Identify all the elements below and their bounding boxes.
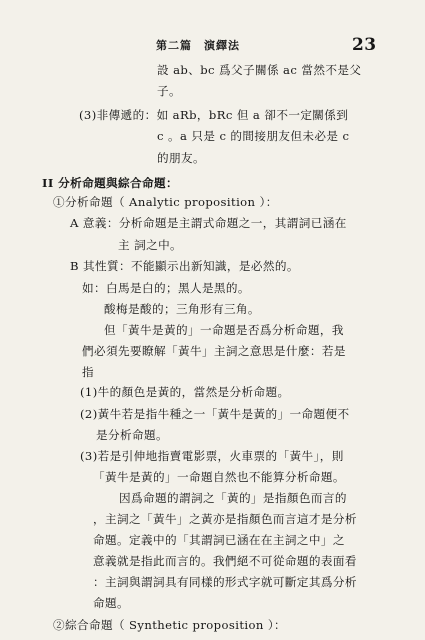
text-line: ，主詞之「黃牛」之黃亦是指顏色而言這才是分析	[93, 512, 357, 526]
section-heading: II 分析命題與綜合命題：	[42, 176, 179, 190]
text-line: (3)非傳遞的：如 aRb，bRc 但 a 卻不一定關係到	[79, 108, 349, 122]
text-line: 但「黃牛是黃的」一命題是否爲分析命題，我	[104, 323, 344, 337]
text-line: 如：白馬是白的；黑人是黑的。	[82, 281, 250, 295]
running-header-title: 第二篇 演繹法	[156, 39, 240, 52]
text-line: 的朋友。	[157, 151, 205, 165]
text-line: ：主詞與謂詞具有同樣的形式字就可斷定其爲分析	[93, 575, 357, 589]
text-line: A 意義：分析命題是主謂式命題之一，其謂詞已涵在	[70, 216, 347, 230]
text-line: 因爲命題的謂詞之「黃的」是指顏色而言的	[119, 491, 347, 505]
text-line: 是分析命題。	[96, 428, 168, 442]
text-line: 指	[82, 365, 94, 379]
text-line: (3)若是引伸地指賣電影票，火車票的「黃牛」，則	[80, 449, 344, 463]
text-line: (2)黃牛若是指牛種之一「黃牛是黃的」一命題便不	[80, 407, 350, 421]
text-line: (1)牛的顏色是黃的，當然是分析命題。	[80, 385, 290, 399]
text-line: 主 詞之中。	[118, 238, 183, 252]
subsection-heading: ①分析命題（ Analytic proposition ）：	[53, 195, 278, 209]
text-line: 們必須先要瞭解「黃牛」主詞之意思是什麼：若是	[82, 344, 346, 358]
text-line: c 。a 只是 c 的間接朋友但未必是 c	[157, 129, 350, 143]
text-line: 命題。定義中的「其謂詞已涵在在主詞之中」之	[93, 533, 345, 547]
text-line: 子。	[157, 84, 181, 98]
text-line: 命題。	[93, 596, 129, 610]
text-line: 設 ab、bc 爲父子關係 ac 當然不是父	[157, 63, 362, 77]
text-line: 「黃牛是黃的」一命題自然也不能算分析命題。	[93, 470, 345, 484]
page-number: 23	[352, 35, 377, 55]
text-line: B 其性質：不能顯示出新知識，是必然的。	[70, 259, 299, 273]
text-line: 酸梅是酸的；三角形有三角。	[104, 302, 260, 316]
subsection-heading: ②綜合命題（ Synthetic proposition ）：	[53, 618, 287, 632]
text-line: 意義就是指此而言的。我們絕不可從命題的表面看	[93, 554, 357, 568]
